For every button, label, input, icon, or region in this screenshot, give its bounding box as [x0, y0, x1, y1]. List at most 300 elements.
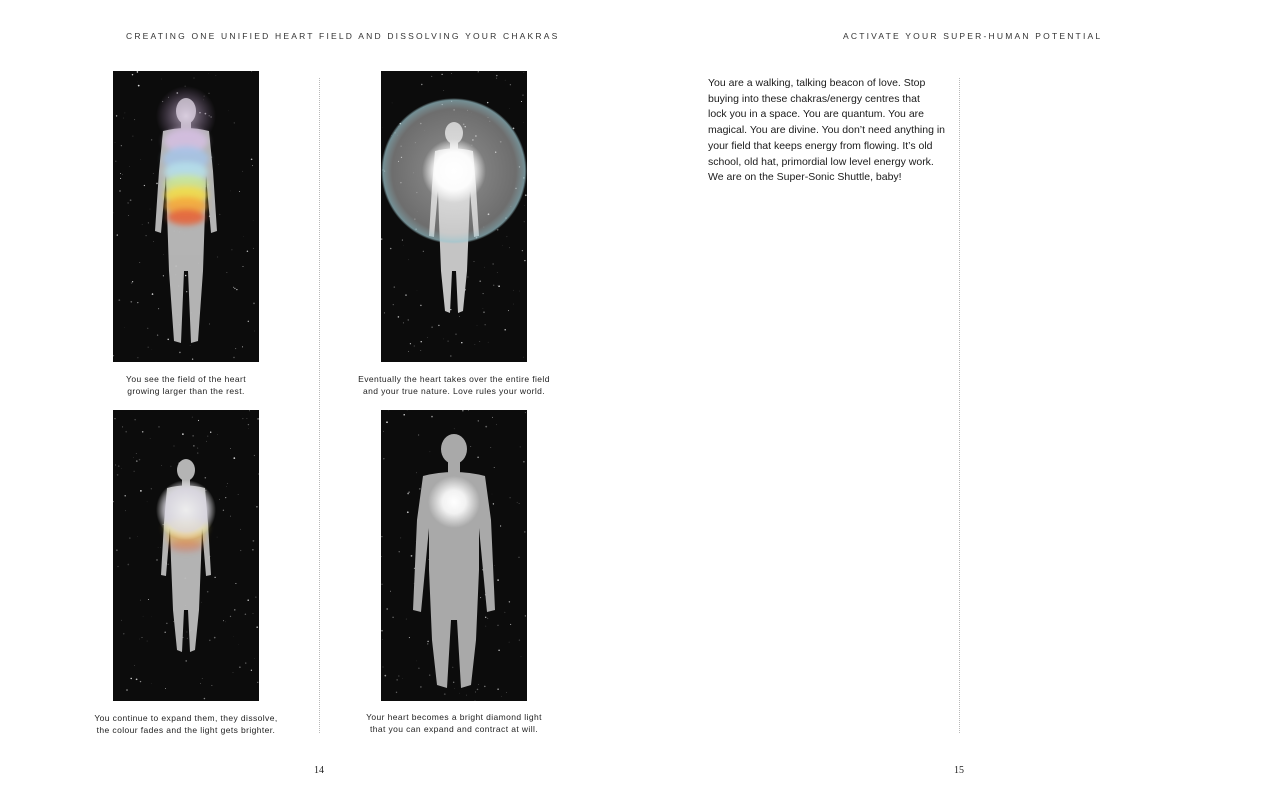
body-line: buying into these chakras/energy centres that	[708, 92, 920, 105]
star	[427, 643, 428, 644]
star	[475, 344, 476, 345]
star	[399, 551, 400, 552]
star	[403, 414, 405, 416]
star	[386, 608, 388, 610]
star	[510, 84, 511, 85]
star	[243, 418, 244, 419]
star	[193, 445, 194, 446]
caption-figure-1	[113, 373, 259, 397]
star	[161, 465, 162, 466]
star	[156, 183, 158, 185]
star	[243, 266, 244, 267]
star	[414, 346, 415, 347]
star	[381, 630, 383, 632]
star	[128, 215, 129, 216]
star	[525, 615, 526, 616]
right-page	[640, 0, 1280, 800]
star	[236, 289, 237, 290]
star	[219, 499, 220, 500]
star	[230, 191, 231, 192]
star	[164, 631, 166, 633]
star	[383, 431, 384, 432]
star	[255, 597, 256, 598]
star	[140, 490, 142, 492]
star	[122, 174, 123, 175]
star	[227, 272, 228, 273]
star	[137, 302, 138, 303]
star	[468, 410, 469, 411]
star	[115, 161, 116, 162]
star	[248, 321, 249, 322]
star	[450, 309, 451, 310]
star	[230, 516, 231, 517]
caption-line: Your heart becomes a bright diamond light	[366, 712, 542, 722]
star	[397, 679, 398, 680]
star	[474, 261, 475, 262]
star	[420, 686, 421, 687]
star	[408, 491, 409, 492]
caption-line: growing larger than the rest.	[127, 386, 245, 396]
star	[398, 316, 400, 318]
star	[507, 236, 508, 237]
star	[251, 71, 252, 72]
star	[233, 457, 235, 459]
star	[187, 638, 188, 639]
star	[120, 178, 121, 179]
star	[126, 689, 128, 691]
star	[381, 238, 382, 239]
star	[477, 689, 479, 691]
star	[137, 357, 138, 358]
caption-line: the colour fades and the light gets brighter.	[96, 725, 276, 735]
star	[166, 623, 167, 624]
star	[475, 692, 476, 693]
star	[523, 357, 524, 358]
star	[485, 426, 487, 428]
star	[125, 510, 126, 511]
star	[431, 326, 432, 327]
star	[209, 324, 210, 325]
body-line: magical. You are divine. You don’t need anything in	[708, 124, 946, 137]
star	[500, 525, 501, 526]
star	[202, 678, 203, 679]
star	[205, 477, 207, 479]
figure-heart-entire-field	[381, 71, 527, 362]
star	[115, 418, 116, 419]
star	[479, 341, 480, 342]
star	[506, 692, 507, 693]
star	[240, 529, 241, 530]
star	[235, 348, 236, 349]
star	[158, 426, 159, 427]
star	[253, 613, 254, 614]
star	[123, 633, 124, 634]
star	[207, 436, 208, 437]
star	[470, 446, 471, 447]
star	[519, 291, 520, 292]
star	[130, 199, 132, 201]
star	[519, 503, 520, 504]
star	[147, 502, 148, 503]
star	[447, 340, 448, 341]
star	[394, 286, 395, 287]
star	[408, 259, 409, 260]
star	[121, 468, 122, 469]
star	[509, 642, 510, 643]
star	[220, 214, 221, 215]
star	[461, 342, 462, 343]
star	[403, 322, 404, 323]
star	[117, 474, 119, 476]
star	[148, 222, 149, 223]
star	[238, 494, 239, 495]
star	[151, 489, 152, 490]
page-number-left: 14	[314, 765, 324, 776]
star	[137, 82, 138, 83]
star	[132, 281, 133, 282]
star	[223, 510, 224, 511]
star	[493, 263, 494, 264]
star	[137, 536, 138, 537]
star	[505, 612, 506, 613]
star	[239, 667, 240, 668]
star	[467, 276, 468, 277]
star	[129, 538, 130, 539]
body-line: You are a walking, talking beacon of love. Stop	[708, 77, 926, 89]
star	[216, 75, 217, 76]
star	[494, 565, 495, 566]
star	[234, 122, 235, 123]
star	[451, 73, 452, 74]
star	[185, 660, 187, 662]
star	[524, 531, 526, 533]
star	[256, 506, 258, 508]
star	[418, 668, 420, 670]
star	[190, 345, 191, 346]
star	[245, 613, 247, 615]
star	[513, 304, 514, 305]
star	[123, 118, 124, 119]
star	[429, 675, 430, 676]
star	[242, 346, 243, 347]
star	[150, 209, 151, 210]
star	[207, 591, 209, 593]
star	[134, 119, 135, 120]
star	[493, 503, 494, 504]
star	[444, 90, 445, 91]
star	[233, 672, 234, 673]
star	[225, 621, 226, 622]
star	[153, 241, 154, 242]
star	[522, 94, 524, 96]
caption-figure-2	[345, 373, 563, 397]
star	[192, 417, 193, 418]
star	[135, 419, 136, 420]
star	[478, 684, 479, 685]
caption-line: You continue to expand them, they dissolve,	[94, 713, 278, 723]
star	[173, 621, 174, 622]
star	[148, 599, 149, 600]
star	[156, 559, 157, 560]
star	[418, 435, 419, 436]
star	[118, 465, 120, 467]
star	[124, 327, 125, 328]
star	[257, 682, 258, 683]
star	[252, 549, 254, 551]
star	[401, 538, 402, 539]
star	[411, 555, 413, 557]
star	[124, 495, 126, 497]
star	[249, 410, 250, 411]
star	[127, 564, 129, 566]
star	[163, 254, 164, 255]
star	[228, 110, 229, 111]
star	[443, 339, 444, 340]
star	[525, 412, 526, 413]
star	[381, 556, 382, 557]
star	[235, 583, 236, 584]
star	[416, 661, 417, 662]
star	[251, 670, 252, 671]
star	[131, 678, 132, 679]
star	[239, 191, 240, 192]
star	[521, 101, 522, 102]
star	[253, 303, 255, 305]
star	[403, 245, 404, 246]
star	[206, 441, 207, 442]
body-line: your field that keeps energy from flowing. It’s old	[708, 139, 933, 152]
star	[142, 637, 143, 638]
star	[454, 688, 455, 689]
star	[134, 471, 135, 472]
star	[420, 305, 422, 307]
star	[238, 644, 239, 645]
star	[247, 250, 249, 252]
star	[227, 483, 228, 484]
star	[485, 626, 486, 627]
star	[383, 458, 384, 459]
star	[197, 453, 198, 454]
column-divider-right	[959, 78, 960, 733]
star	[508, 310, 509, 311]
star	[116, 549, 118, 551]
star	[521, 656, 522, 657]
star	[388, 411, 389, 412]
star	[524, 72, 525, 73]
running-head-right: ACTIVATE YOUR SUPER-HUMAN POTENTIAL	[843, 31, 1103, 41]
star	[142, 431, 144, 433]
star	[211, 685, 212, 686]
star	[138, 85, 140, 87]
star	[217, 257, 218, 258]
star	[381, 584, 382, 585]
star	[390, 248, 392, 250]
star	[214, 577, 215, 578]
star	[444, 693, 446, 695]
star	[204, 698, 206, 700]
star	[158, 308, 159, 309]
star	[231, 249, 232, 250]
page-number-right: 15	[954, 765, 964, 776]
star	[210, 432, 211, 433]
figure-diamond-light	[381, 410, 527, 701]
star	[408, 351, 409, 352]
star	[496, 75, 497, 76]
figure-colours-fading	[113, 410, 259, 701]
star	[132, 74, 133, 75]
star	[127, 202, 128, 203]
star	[158, 547, 159, 548]
star	[408, 319, 409, 320]
star	[504, 329, 506, 331]
star	[136, 678, 138, 680]
star	[247, 599, 248, 600]
star	[416, 472, 417, 473]
star	[487, 618, 488, 619]
star	[478, 420, 479, 421]
star	[483, 293, 484, 294]
star	[509, 108, 510, 109]
star	[163, 275, 164, 276]
star	[522, 250, 523, 251]
star	[392, 617, 393, 618]
body-paragraph	[708, 76, 958, 186]
star	[117, 566, 118, 567]
star	[192, 435, 193, 436]
star	[233, 287, 234, 288]
star	[116, 115, 117, 116]
star	[136, 453, 137, 454]
star	[497, 625, 498, 626]
star	[209, 640, 210, 641]
star	[477, 457, 479, 459]
star	[428, 560, 429, 561]
star	[496, 78, 497, 79]
star	[498, 285, 500, 287]
star	[393, 304, 394, 305]
star	[466, 695, 467, 696]
star	[160, 547, 161, 548]
star	[497, 579, 499, 581]
star	[480, 597, 481, 598]
star	[438, 325, 439, 326]
star	[525, 194, 527, 196]
star	[133, 457, 134, 458]
star	[417, 290, 418, 291]
star	[197, 448, 198, 449]
star	[421, 341, 422, 342]
star	[509, 497, 510, 498]
star	[484, 686, 486, 688]
star	[490, 447, 491, 448]
star	[509, 601, 510, 602]
star	[390, 591, 391, 592]
star	[179, 352, 181, 354]
star	[122, 426, 123, 427]
star	[194, 78, 195, 79]
star	[256, 626, 258, 628]
star	[386, 421, 388, 423]
star	[483, 311, 485, 313]
figure-4-illustration	[381, 410, 527, 701]
star	[167, 564, 168, 565]
star	[459, 316, 460, 317]
star	[234, 288, 235, 289]
star	[421, 84, 422, 85]
star	[517, 502, 518, 503]
star	[182, 433, 184, 435]
star	[165, 688, 166, 689]
star	[115, 464, 116, 465]
body-line: We are on the Super-Sonic Shuttle, baby!	[708, 171, 902, 184]
star	[455, 333, 457, 335]
star	[523, 461, 525, 463]
star	[142, 224, 143, 225]
star	[121, 145, 122, 146]
star	[186, 291, 187, 292]
star	[248, 424, 249, 425]
caption-figure-3	[76, 712, 296, 736]
figure-chakras-heart-growing	[113, 71, 259, 362]
star	[148, 347, 149, 348]
caption-line: Eventually the heart takes over the entire field	[358, 374, 550, 384]
caption-figure-4	[345, 711, 563, 735]
star	[170, 466, 171, 467]
star	[208, 93, 209, 94]
figure-1-illustration	[113, 71, 259, 362]
star	[245, 663, 246, 664]
star	[240, 550, 241, 551]
star	[483, 308, 484, 309]
star	[131, 282, 133, 284]
star	[392, 103, 393, 104]
star	[153, 173, 154, 174]
star	[233, 357, 234, 358]
star	[225, 497, 226, 498]
star	[414, 568, 415, 569]
star	[459, 693, 460, 694]
star	[167, 339, 168, 340]
star	[242, 171, 243, 172]
running-head-left: CREATING ONE UNIFIED HEART FIELD AND DISSOLVING YOUR CHAKRAS	[126, 31, 560, 41]
star	[234, 609, 235, 610]
star	[185, 275, 187, 277]
star	[186, 632, 187, 633]
star	[524, 260, 525, 261]
star	[226, 486, 227, 487]
star	[151, 683, 152, 684]
star	[452, 667, 453, 668]
star	[121, 620, 122, 621]
star	[201, 602, 202, 603]
star	[136, 460, 138, 462]
star	[251, 158, 253, 160]
star	[125, 431, 127, 433]
star	[407, 493, 409, 495]
star	[254, 455, 255, 456]
caption-line: and your true nature. Love rules your world.	[362, 386, 546, 396]
star	[497, 688, 499, 690]
star	[246, 418, 247, 419]
star	[147, 328, 148, 329]
star	[132, 136, 133, 137]
star	[119, 190, 120, 191]
star	[198, 420, 199, 421]
star	[120, 173, 121, 174]
star	[524, 221, 525, 222]
star	[454, 429, 455, 430]
star	[139, 459, 141, 461]
